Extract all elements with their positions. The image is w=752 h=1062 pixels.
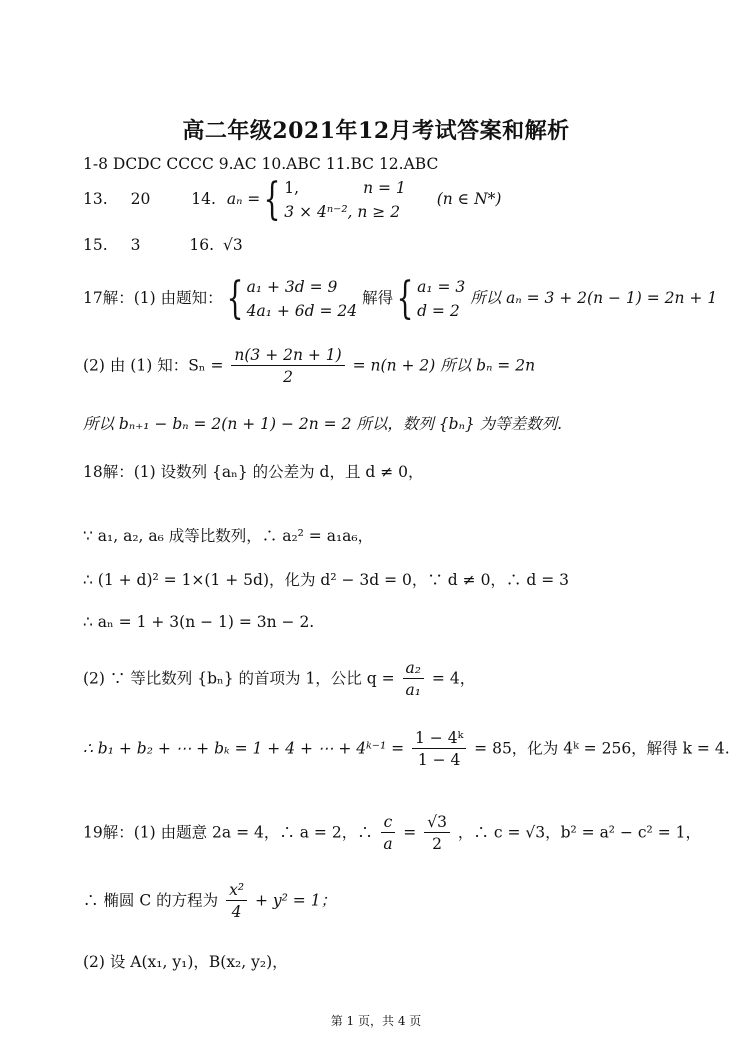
q13-number: 13. — [83, 190, 108, 208]
q18-line-4: ∴ aₙ = 1 + 3(n − 1) = 3n − 2. — [83, 613, 315, 631]
page-title: 高二年级2021年12月考试答案和解析 — [182, 118, 570, 144]
q19-line-2: ∴ 椭圆 C 的方程为 $\frac{\text{x²}}{4}$ + y² = 1； — [83, 881, 337, 921]
q19-line-3: (2) 设 A(x₁, y₁)，B(x₂, y₂)， — [83, 953, 288, 971]
q13-answer: 20 — [130, 190, 151, 208]
q14-piecewise: 1, n = 1 3 × 4ⁿ⁻², n ≥ 2 — [284, 179, 406, 221]
q14-domain: (n ∈ N*) — [436, 190, 502, 208]
q17-part1: 17解：(1) 由题知：{ a₁ + 3d = 9 4a₁ + 6d = 24 解得{ a₁ = 3 d = 2 所以 aₙ = 3 + 2(n − 1) = 2n + 1 — [83, 273, 718, 324]
answers-line-2: 13. 20 14. aₙ ={ 1, n = 1 3 × 4ⁿ⁻², n ≥ 2 (n ∈ N*) — [83, 174, 502, 225]
q18-line-5: (2) ∵ 等比数列 {bₙ} 的首项为 1，公比 q = $\frac{\text{a₂}}{\text{a₁}}$ = 4， — [83, 659, 476, 699]
q18-line-2: ∵ a₁, a₂, a₆ 成等比数列，∴ a₂² = a₁a₆， — [83, 527, 374, 545]
q17-conclusion: 所以 bₙ₊₁ − bₙ = 2(n + 1) − 2n = 2 所以，数列 {bₙ} 为等差数列. — [83, 415, 563, 433]
answers-line-3: 15. 3 16. √3 — [83, 236, 243, 254]
q18-line-1: 18解：(1) 设数列 {aₙ} 的公差为 d，且 d ≠ 0， — [83, 463, 424, 481]
page-footer: 第 1 页，共 4 页 — [330, 1014, 422, 1028]
q17-part2: (2) 由 (1) 知：Sₙ = $\frac{n(3 + 2n + 1)}{2}$ = n(n + 2) 所以 bₙ = 2n — [83, 346, 536, 386]
q19-line-1: 19解：(1) 由题意 2a = 4，∴ a = 2，∴ $\frac{c}{a}$ = $\frac{√3}{2}$ ，∴ c = √3，b² = a² − c² = 1， — [83, 813, 701, 853]
q18-line-3: ∴ (1 + d)² = 1×(1 + 5d)，化为 d² − 3d = 0，∵ d ≠ 0，∴ d = 3 — [83, 571, 569, 589]
q14-number: 14. — [191, 190, 216, 208]
answers-line-1: 1-8 DCDC CCCC 9.AC 10.ABC 11.BC 12.ABC — [83, 155, 439, 173]
q18-line-6: ∴ b₁ + b₂ + ⋯ + bₖ = 1 + 4 + ⋯ + 4ᵏ⁻¹ = $\frac{\text{1 − 4ᵏ}}{1 - 4}$ = 85，化为 4ᵏ = 256，解得 k = 4. — [83, 729, 730, 769]
